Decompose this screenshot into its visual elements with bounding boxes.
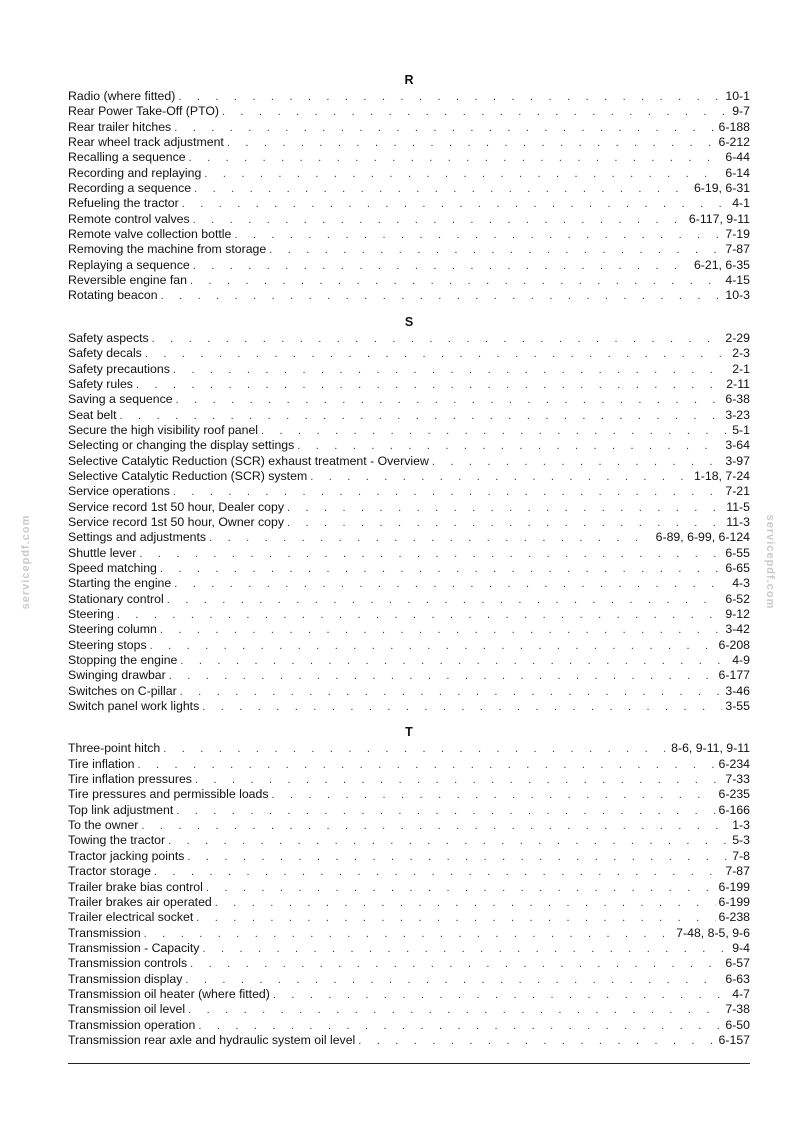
entry-page-ref: 6-63	[725, 971, 750, 986]
entry-page-ref: 6-14	[725, 165, 750, 180]
entry-title: Trailer electrical socket	[68, 910, 194, 925]
section-letter: S	[404, 314, 414, 329]
entry-page-ref: 5-1	[732, 422, 750, 437]
dot-leader	[310, 470, 691, 484]
dot-leader	[167, 593, 723, 607]
entry-title: Seat belt	[68, 407, 117, 422]
entry-page-ref: 7-87	[725, 864, 750, 879]
index-entry	[68, 741, 750, 756]
index-entry	[68, 346, 750, 361]
entry-title: Transmission	[68, 925, 141, 940]
index-entry	[68, 684, 750, 699]
entry-page-ref: 9-12	[725, 607, 750, 621]
entry-title: Radio (where fitted)	[68, 89, 176, 103]
entry-page-ref: 3-46	[725, 683, 750, 698]
entry-page-ref: 4-15	[725, 273, 750, 288]
entry-title: Trailer brake bias control	[68, 879, 203, 894]
entry-title: Speed matching	[68, 560, 157, 575]
index-entry	[68, 120, 750, 135]
index-entry	[68, 546, 750, 561]
dot-leader	[176, 804, 715, 818]
entry-page-ref: 11-5	[726, 499, 750, 514]
index-entry	[68, 926, 750, 941]
entry-title: Safety aspects	[68, 330, 149, 345]
entry-page-ref: 6-212	[718, 135, 750, 150]
dot-leader	[173, 363, 729, 377]
entry-title: Settings and adjustments	[68, 530, 207, 545]
entry-title: Rear wheel track adjustment	[68, 135, 224, 150]
index-entry	[68, 423, 750, 438]
entry-title: Recording and replaying	[68, 165, 202, 180]
index-entry	[68, 166, 750, 181]
index-entry	[68, 392, 750, 407]
entry-title: To the owner	[68, 818, 139, 833]
index-entry	[68, 668, 750, 683]
index-entry	[68, 362, 750, 377]
index-entry	[68, 653, 750, 668]
dot-leader	[271, 788, 715, 802]
entry-title: Shuttle lever	[68, 545, 137, 560]
entry-page-ref: 7-33	[725, 772, 750, 787]
entry-title: Transmission - Capacity	[68, 940, 200, 955]
dot-leader	[269, 243, 722, 257]
dot-leader	[174, 577, 729, 591]
index-entry	[68, 699, 750, 714]
index-entry	[68, 607, 750, 622]
index-entry	[68, 484, 750, 499]
index-entry	[68, 1033, 750, 1048]
dot-leader	[139, 547, 722, 561]
entry-title: Saving a sequence	[68, 392, 173, 407]
entry-page-ref: 6-188	[718, 119, 750, 134]
entry-page-ref: 2-29	[725, 330, 750, 345]
entry-title: Refueling the tractor	[68, 196, 179, 211]
entry-title: Recording a sequence	[68, 181, 192, 196]
entry-title: Transmission display	[68, 971, 183, 986]
index-entry	[68, 212, 750, 227]
entry-title: Selective Catalytic Reduction (SCR) system	[68, 468, 308, 483]
index-entry	[68, 638, 750, 653]
entry-page-ref: 10-1	[725, 89, 750, 103]
dot-leader	[215, 896, 716, 910]
dot-leader	[144, 927, 674, 941]
dot-leader	[160, 562, 723, 576]
entry-page-ref: 3-97	[725, 453, 750, 468]
dot-leader	[174, 121, 715, 135]
index-entry	[68, 181, 750, 196]
entry-title: Service operations	[68, 484, 170, 499]
entry-page-ref: 3-55	[725, 699, 750, 714]
dot-leader	[152, 332, 723, 346]
index-section-r	[68, 72, 750, 304]
section-letter: T	[405, 725, 413, 740]
index-entry	[68, 849, 750, 864]
entry-title: Top link adjustment	[68, 802, 174, 817]
dot-leader	[202, 942, 729, 956]
index-entry	[68, 622, 750, 637]
dot-leader	[196, 911, 715, 925]
dot-leader	[163, 742, 668, 756]
index-entry	[68, 469, 750, 484]
entry-page-ref: 6-208	[718, 637, 750, 652]
entry-title: Service record 1st 50 hour, Dealer copy	[68, 499, 284, 514]
entry-page-ref: 1-18, 7-24	[693, 468, 750, 483]
dot-leader	[136, 378, 723, 392]
entry-title: Recalling a sequence	[68, 150, 186, 165]
dot-leader	[193, 259, 691, 273]
dot-leader	[198, 1019, 722, 1033]
entry-page-ref: 6-57	[725, 956, 750, 971]
entry-page-ref: 6-65	[725, 560, 750, 575]
entry-title: Safety decals	[68, 346, 142, 361]
dot-leader	[190, 274, 722, 288]
index-section-s	[68, 314, 750, 715]
entry-title: Switches on C-pillar	[68, 683, 177, 698]
dot-leader	[150, 639, 716, 653]
entry-title: Steering column	[68, 622, 157, 637]
dot-leader	[180, 685, 723, 699]
index-entry	[68, 772, 750, 787]
index-entry	[68, 895, 750, 910]
index-content	[68, 72, 750, 1048]
dot-leader	[204, 167, 722, 181]
index-entry	[68, 864, 750, 879]
index-entry	[68, 956, 750, 971]
dot-leader	[120, 409, 723, 423]
entry-title: Steering stops	[68, 637, 147, 652]
entry-page-ref: 6-44	[725, 150, 750, 165]
index-entry	[68, 592, 750, 607]
index-entry	[68, 561, 750, 576]
dot-leader	[138, 758, 716, 772]
entry-title: Tractor storage	[68, 864, 151, 879]
index-entry	[68, 258, 750, 273]
entry-title: Safety precautions	[68, 361, 170, 376]
entry-page-ref: 8-6, 9-11, 9-11	[671, 741, 750, 756]
entry-page-ref: 7-87	[725, 242, 750, 257]
dot-leader	[206, 881, 716, 895]
entry-page-ref: 11-3	[726, 514, 750, 529]
entry-page-ref: 6-157	[718, 1032, 750, 1047]
dot-leader	[178, 90, 722, 104]
entry-page-ref: 6-234	[718, 756, 750, 771]
index-entry	[68, 438, 750, 453]
entry-title: Starting the engine	[68, 576, 172, 591]
index-entry	[68, 910, 750, 925]
index-entry	[68, 833, 750, 848]
index-entry-list	[68, 741, 750, 1048]
entry-title: Tractor jacking points	[68, 848, 185, 863]
index-entry	[68, 972, 750, 987]
index-entry	[68, 576, 750, 591]
entry-title: Reversible engine fan	[68, 273, 187, 288]
entry-title: Tire inflation pressures	[68, 772, 192, 787]
index-entry	[68, 987, 750, 1002]
entry-page-ref: 6-177	[718, 668, 750, 683]
entry-page-ref: 6-166	[718, 802, 750, 817]
index-entry	[68, 1018, 750, 1033]
dot-leader	[209, 531, 653, 545]
dot-leader	[227, 136, 716, 150]
entry-page-ref: 7-48, 8-5, 9-6	[676, 925, 750, 940]
entry-title: Trailer brakes air operated	[68, 894, 212, 909]
dot-leader	[273, 988, 729, 1002]
entry-page-ref: 7-8	[732, 848, 750, 863]
dot-leader	[432, 455, 723, 469]
entry-page-ref: 6-199	[718, 879, 750, 894]
entry-title: Secure the high visibility roof panel	[68, 422, 259, 437]
entry-page-ref: 4-7	[732, 986, 750, 1001]
entry-title: Tire pressures and permissible loads	[68, 787, 269, 802]
entry-page-ref: 10-3	[725, 288, 750, 303]
dot-leader	[195, 773, 722, 787]
entry-page-ref: 6-38	[725, 392, 750, 407]
dot-leader	[234, 228, 722, 242]
entry-title: Transmission rear axle and hydraulic system oil level	[68, 1032, 356, 1047]
dot-leader	[145, 347, 729, 361]
entry-page-ref: 6-199	[718, 894, 750, 909]
entry-page-ref: 9-7	[732, 104, 750, 119]
entry-page-ref: 4-3	[732, 576, 750, 591]
entry-page-ref: 3-42	[725, 622, 750, 637]
dot-leader	[193, 213, 686, 227]
bottom-rule	[68, 1063, 750, 1064]
entry-page-ref: 6-117, 9-11	[688, 211, 750, 226]
entry-title: Removing the machine from storage	[68, 242, 267, 257]
index-entry	[68, 1002, 750, 1017]
watermark-right: servicepdf.com	[764, 514, 776, 610]
index-entry	[68, 150, 750, 165]
entry-title: Transmission oil level	[68, 1002, 186, 1017]
index-entry	[68, 377, 750, 392]
entry-page-ref: 6-55	[725, 545, 750, 560]
index-entry-list	[68, 89, 750, 304]
dot-leader	[182, 197, 729, 211]
entry-title: Transmission oil heater (where fitted)	[68, 986, 270, 1001]
index-entry	[68, 454, 750, 469]
dot-leader	[287, 516, 723, 530]
dot-leader	[173, 485, 723, 499]
index-entry	[68, 787, 750, 802]
entry-title: Rear trailer hitches	[68, 119, 172, 134]
entry-page-ref: 7-19	[725, 227, 750, 242]
entry-page-ref: 4-9	[732, 653, 750, 668]
entry-title: Rear Power Take-Off (PTO)	[68, 104, 220, 119]
index-entry	[68, 880, 750, 895]
dot-leader	[168, 834, 729, 848]
entry-page-ref: 6-235	[718, 787, 750, 802]
section-letter: R	[404, 73, 414, 87]
dot-leader	[202, 700, 722, 714]
index-entry	[68, 757, 750, 772]
index-entry	[68, 515, 750, 530]
entry-title: Selecting or changing the display settings	[68, 438, 295, 453]
entry-page-ref: 1-3	[732, 818, 750, 833]
index-entry	[68, 288, 750, 303]
dot-leader	[297, 439, 722, 453]
dot-leader	[117, 608, 723, 622]
index-entry	[68, 530, 750, 545]
entry-page-ref: 4-1	[732, 196, 750, 211]
entry-title: Service record 1st 50 hour, Owner copy	[68, 514, 284, 529]
entry-title: Switch panel work lights	[68, 699, 200, 714]
entry-title: Transmission controls	[68, 956, 188, 971]
entry-title: Swinging drawbar	[68, 668, 166, 683]
dot-leader	[161, 289, 723, 303]
index-entry	[68, 227, 750, 242]
entry-page-ref: 2-1	[732, 361, 750, 376]
dot-leader	[180, 654, 729, 668]
entry-page-ref: 9-4	[732, 940, 750, 955]
entry-page-ref: 6-21, 6-35	[693, 257, 750, 272]
index-entry-list	[68, 331, 750, 715]
dot-leader	[169, 669, 716, 683]
entry-title: Remote valve collection bottle	[68, 227, 232, 242]
dot-leader	[141, 819, 729, 833]
dot-leader	[176, 393, 723, 407]
entry-title: Stopping the engine	[68, 653, 178, 668]
index-entry	[68, 818, 750, 833]
dot-leader	[154, 865, 722, 879]
index-entry	[68, 89, 750, 104]
index-entry	[68, 941, 750, 956]
index-entry	[68, 273, 750, 288]
entry-title: Remote control valves	[68, 211, 190, 226]
dot-leader	[160, 623, 723, 637]
index-entry	[68, 104, 750, 119]
dot-leader	[187, 850, 729, 864]
entry-page-ref: 2-3	[732, 346, 750, 361]
dot-leader	[190, 957, 722, 971]
entry-page-ref: 6-50	[725, 1017, 750, 1032]
entry-title: Stationary control	[68, 591, 164, 606]
entry-page-ref: 3-23	[725, 407, 750, 422]
watermark-left: servicepdf.com	[20, 514, 32, 610]
entry-title: Steering	[68, 607, 114, 621]
index-entry	[68, 196, 750, 211]
index-entry	[68, 242, 750, 257]
entry-title: Tire inflation	[68, 756, 135, 771]
entry-page-ref: 5-3	[732, 833, 750, 848]
dot-leader	[358, 1034, 715, 1048]
entry-title: Safety rules	[68, 376, 133, 391]
entry-page-ref: 6-52	[725, 591, 750, 606]
entry-page-ref: 3-64	[725, 438, 750, 453]
index-entry	[68, 500, 750, 515]
entry-page-ref: 6-238	[718, 910, 750, 925]
dot-leader	[261, 424, 729, 438]
index-entry	[68, 331, 750, 346]
entry-page-ref: 6-89, 6-99, 6-124	[655, 530, 750, 545]
index-entry	[68, 803, 750, 818]
entry-title: Three-point hitch	[68, 741, 161, 756]
index-entry	[68, 408, 750, 423]
entry-page-ref: 2-11	[726, 376, 750, 391]
entry-title: Rotating beacon	[68, 288, 158, 303]
dot-leader	[185, 973, 722, 987]
dot-leader	[222, 105, 729, 119]
dot-leader	[287, 501, 723, 515]
entry-page-ref: 7-38	[725, 1002, 750, 1017]
entry-title: Selective Catalytic Reduction (SCR) exhaust treatment - Overview	[68, 453, 429, 468]
dot-leader	[194, 182, 691, 196]
index-section-t	[68, 724, 750, 1048]
entry-title: Towing the tractor	[68, 833, 166, 848]
index-entry	[68, 135, 750, 150]
dot-leader	[188, 1003, 722, 1017]
entry-title: Replaying a sequence	[68, 257, 190, 272]
dot-leader	[189, 151, 723, 165]
entry-page-ref: 7-21	[725, 484, 750, 499]
entry-title: Transmission operation	[68, 1017, 196, 1032]
entry-page-ref: 6-19, 6-31	[693, 181, 750, 196]
